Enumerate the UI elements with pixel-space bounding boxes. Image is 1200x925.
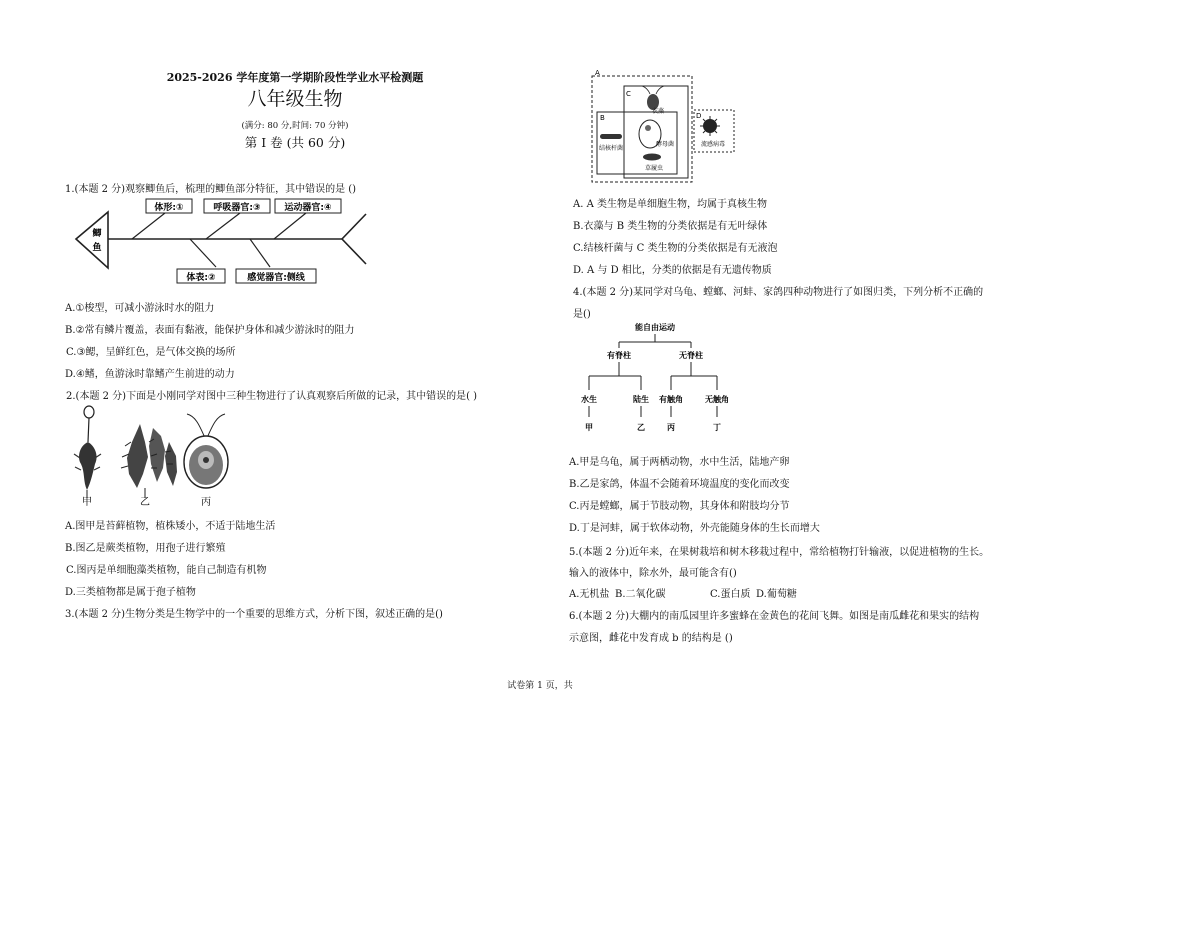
fishbone-head-label-1: 鲫 [92,229,102,239]
fishbone-label-surface: 体表:② [186,273,216,283]
tree-vertebrate: 有脊柱 [607,351,631,360]
q1-option-b: B.②常有鳞片覆盖，表面有黏液，能保护身体和减少游泳时的阻力 [65,325,355,336]
q2-label-yi: 乙 [140,497,150,508]
q5-option-d: D.葡萄糖 [756,589,797,600]
q3-option-b: B.衣藻与 B 类生物的分类依据是有无叶绿体 [573,221,768,232]
q2-option-d: D.三类植物都是属于孢子植物 [65,587,196,598]
q3-stem: 3.(本题 2 分)生物分类是生物学中的一个重要的思维方式，分析下图，叙述正确的是() [65,609,443,620]
q4-stem-line-1: 4.(本题 2 分)某同学对乌龟、螳螂、河蚌、家鸽四种动物进行了如图归类，下列分析不正确的 [573,287,984,298]
q5-option-c: C.蛋白质 [710,589,751,600]
q4-option-a: A.甲是乌龟，属于两栖动物，水中生活，陆地产卵 [569,457,790,468]
fish-fishbone-diagram [70,194,390,290]
q3-organism-paramecium: 草履虫 [644,165,664,172]
exam-section-title: 第 I 卷 (共 60 分) [244,135,346,150]
fern-plant-illustration [121,424,177,498]
q6-stem-line-2: 示意图，雌花中发育成 b 的结构是 () [569,633,733,644]
tree-leaf-bing: 丙 [667,423,675,432]
q4-option-c: C.丙是螳螂，属于节肢动物，其身体和附肢均分节 [569,501,790,512]
fishbone-head [76,212,108,268]
tree-leaf-jia: 甲 [585,423,593,432]
tree-root: 能自由运动 [635,323,675,332]
q4-classification-tree [575,318,750,436]
q2-option-a: A.图甲是苔藓植物，植株矮小，不适于陆地生活 [65,521,276,532]
q1-option-c: C.③鳃，呈鲜红色，是气体交换的场所 [66,347,236,358]
q5-option-a: A.无机盐 [569,589,610,600]
q2-label-bing: 丙 [201,497,211,508]
tree-leaf-ding: 丁 [713,423,721,432]
q3-classification-diagram [586,66,741,188]
q3-organism-tb-bacillus: 结核杆菌 [598,145,624,152]
q4-option-d: D.丁是河蚌，属于软体动物，外壳能随身体的生长而增大 [569,523,820,534]
q3-option-a: A. A 类生物是单细胞生物，均属于真核生物 [573,199,767,210]
q5-option-b: B.二氧化碳 [615,589,666,600]
page-footer: 试卷第 1 页，共 [507,681,573,691]
q4-stem-line-2: 是() [573,309,591,320]
q3-box-label-c: C [626,90,631,98]
fishbone-label-motor: 运动器官:④ [284,203,332,213]
fishbone-label-body-shape: 体形:① [154,203,184,213]
q2-stem: 2.(本题 2 分)下面是小刚同学对图中三种生物进行了认真观察后所做的记录，其中错误的是( ) [66,391,478,402]
tree-terrestrial: 陆生 [633,395,649,404]
q3-organism-flu-virus: 流感病毒 [700,141,726,148]
q6-stem-line-1: 6.(本题 2 分)大棚内的南瓜园里许多蜜蜂在金黄色的花间飞舞。如图是南瓜雌花和果实的结构 [569,611,980,622]
tree-with-antennae: 有触角 [659,395,683,404]
tree-without-antennae: 无触角 [705,395,729,404]
q2-option-c: C.图丙是单细胞藻类植物，能自己制造有机物 [66,565,267,576]
q2-option-b: B.图乙是蕨类植物，用孢子进行繁殖 [65,543,226,554]
q4-option-b: B.乙是家鸽，体温不会随着环境温度的变化而改变 [569,479,790,490]
q3-organism-yeast: 酵母菌 [655,141,675,148]
fishbone-label-sense: 感觉器官:侧线 [247,273,305,283]
q3-option-d: D. A 与 D 相比，分类的依据是有无遗传物质 [573,265,772,276]
q2-plant-illustrations [65,402,250,510]
q3-organism-chlamydomonas: 衣藻 [651,108,665,115]
exam-subject-title: 八年级生物 [247,88,343,110]
fishbone-label-respiratory: 呼吸器官:③ [213,203,261,213]
tree-invertebrate: 无脊柱 [679,351,703,360]
tree-leaf-yi: 乙 [637,423,645,432]
fishbone-tail [342,214,366,264]
q1-option-a: A.①梭型，可减小游泳时水的阻力 [65,303,215,314]
q1-option-d: D.④鳍，鱼游泳时靠鳍产生前进的动力 [65,369,235,380]
moss-plant-illustration [74,406,101,498]
q3-box-label-a: A [595,69,600,77]
fishbone-head-label-2: 鱼 [92,243,102,253]
q3-box-label-b: B [600,114,605,122]
exam-header: 2025-2026 学年度第一学期阶段性学业水平检测题 [166,71,424,84]
q3-option-c: C.结核杆菌与 C 类生物的分类依据是有无液泡 [573,243,778,254]
tree-aquatic: 水生 [581,395,597,404]
chlamydomonas-illustration [184,414,228,488]
exam-score-time: (满分: 80 分,时间: 70 分钟) [241,121,349,131]
q1-stem: 1.(本题 2 分)观察鲫鱼后，梳理的鲫鱼部分特征，其中错误的是 () [65,184,357,195]
q2-label-jia: 甲 [82,497,92,508]
q3-box-label-d: D [696,112,702,120]
q5-stem-line-1: 5.(本题 2 分)近年来，在果树栽培和树木移栽过程中，常给植物打针输液，以促进植物的生长。 [569,547,990,558]
q5-stem-line-2: 输入的液体中，除水外，最可能含有() [569,568,737,579]
